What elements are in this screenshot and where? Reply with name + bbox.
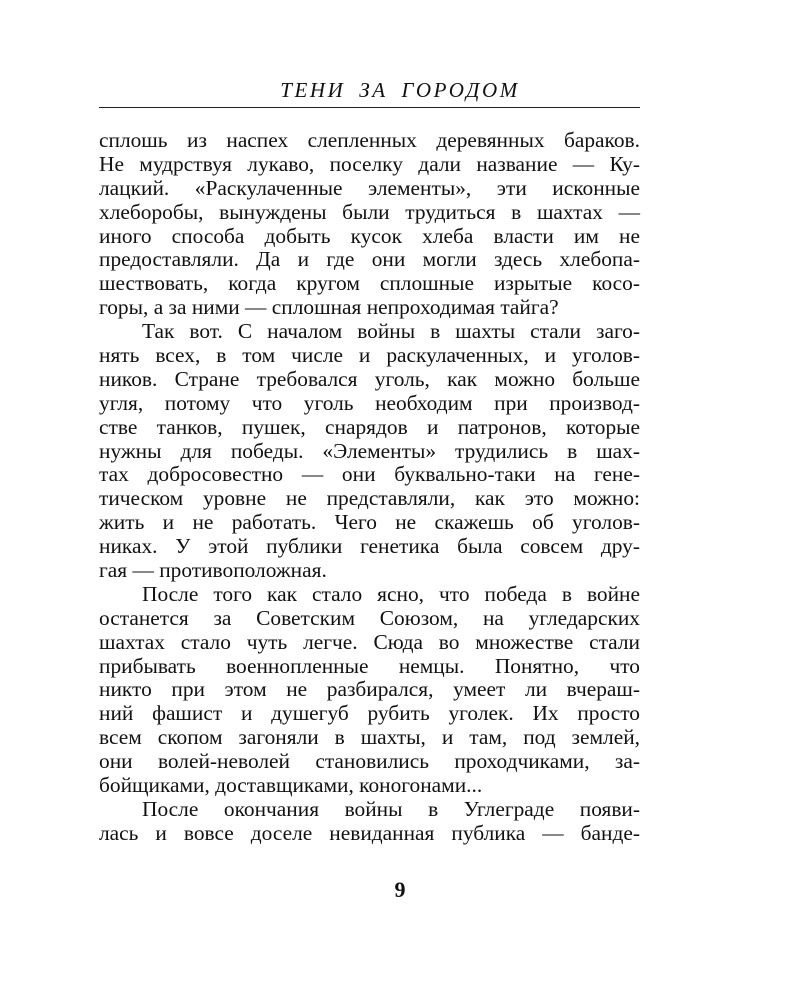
text-line: шахтах стало чуть легче. Сюда во множестве стали [99, 629, 640, 654]
body-text [99, 129, 640, 846]
paragraph [99, 320, 640, 583]
paragraph [99, 129, 640, 320]
running-head: ТЕНИ ЗА ГОРОДОМ [280, 78, 520, 102]
text-line: прибывать военнопленные немцы. Понятно, что [99, 653, 640, 678]
text-line: жить и не работать. Чего не скажешь об уголов- [99, 510, 640, 535]
text-line: тическом уровне не представляли, как это можно: [99, 486, 640, 511]
text-line: бойщиками, доставщиками, коногонами... [99, 773, 483, 798]
text-line: нужны для победы. «Элементы» трудились в шах- [99, 438, 640, 463]
text-line: Так вот. С началом войны в шахты стали заго- [142, 319, 640, 344]
text-line: всем скопом загоняли в шахты, и там, под землей, [99, 725, 640, 750]
text-line: После того как стало ясно, что победа в войне [142, 581, 640, 606]
text-line: ний фашист и душегуб рубить уголек. Их просто [99, 701, 640, 726]
text-line: После окончания войны в Углеграде появи- [142, 796, 640, 821]
text-line: лась и вовсе доселе невиданная публика — банде- [99, 820, 640, 845]
paragraph [99, 583, 640, 798]
header-rule [99, 107, 640, 108]
text-line: никах. У этой публики генетика была совсем дру- [99, 534, 640, 559]
text-line: нять всех, в том числе и раскулаченных, и уголов- [99, 343, 640, 368]
text-line: иного способа добыть кусок хлеба власти им не [99, 223, 640, 248]
text-line: хлеборобы, вынуждены были трудиться в шахтах — [99, 199, 640, 224]
text-line: Не мудрствуя лукаво, поселку дали название — Ку- [99, 151, 640, 176]
text-line: они волей-неволей становились проходчиками, за- [99, 749, 640, 774]
text-line: сплошь из наспех слепленных деревянных бараков. [99, 128, 640, 152]
text-line: ников. Стране требовался уголь, как можно больше [99, 366, 640, 391]
text-line: шествовать, когда кругом сплошные изрытые косо- [99, 271, 640, 296]
text-line: предоставляли. Да и где они могли здесь хлебопа- [99, 247, 640, 272]
text-line: стве танков, пушек, снарядов и патронов, которые [99, 414, 640, 439]
page-number: 9 [394, 877, 406, 902]
text-line: угля, потому что уголь необходим при производ- [99, 390, 640, 415]
text-line: лацкий. «Раскулаченные элементы», эти исконные [99, 175, 640, 200]
text-line: никто при этом не разбирался, умеет ли вчераш- [99, 677, 640, 702]
text-line: тах добросовестно — они буквально-таки на гене- [99, 462, 640, 487]
text-line: горы, а за ними — сплошная непроходимая тайга? [99, 295, 559, 320]
paragraph [99, 798, 640, 846]
text-line: гая — противоположная. [99, 558, 327, 583]
text-line: останется за Советским Союзом, на угледарских [99, 605, 640, 630]
